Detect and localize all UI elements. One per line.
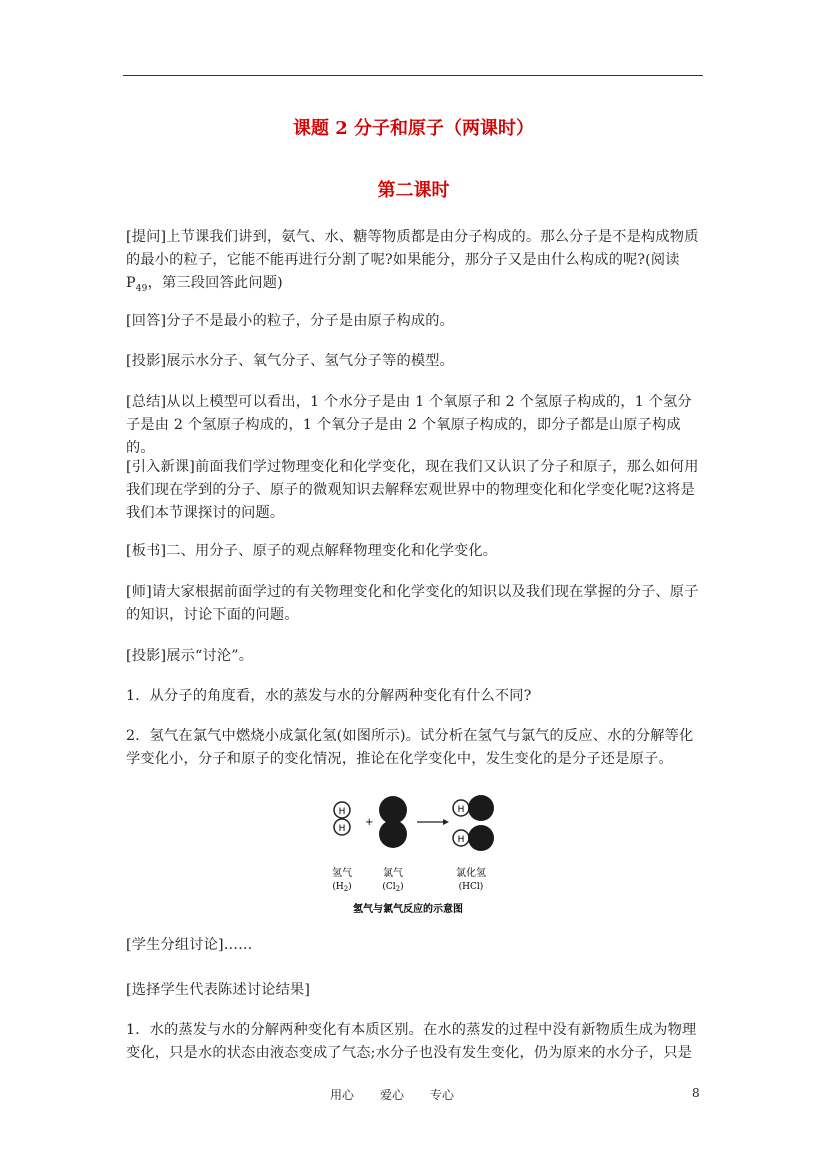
footer-word: 专心 — [430, 1088, 455, 1102]
document-title: 课题 2 分子和原子（两课时） — [292, 118, 535, 139]
reaction-diagram — [325, 790, 505, 920]
paragraph-summary: [总结]从以上模型可以看出，1 个水分子是由 1 个氧原子和 2 个氢原子构成的，1 个氢分子是由 2 个氢原子构成的，1 个氧分子是由 2 个氧原子构成的，即分子都是山原子构成的。 — [126, 394, 692, 456]
paragraph-answer: [回答]分子不是最小的粒子，分子是由原子构成的。 — [126, 313, 454, 329]
footer-word: 用心 — [330, 1088, 355, 1102]
paragraph-representative: [选择学生代表陈述讨论结果] — [126, 982, 311, 998]
paragraph-board: [板书]二、用分子、原子的观点解释物理变化和化学变化。 — [126, 543, 498, 559]
paragraph-new-lesson: [引入新课]前面我们学过物理变化和化学变化，现在我们又认识了分子和原子，那么如何用我们现在学到的分子、原子的微观知识去解释宏观世界中的物理变化和化学变化呢?这将是我们本节课探讨的问题。 — [126, 459, 699, 521]
formula-h2: $(H_2)$ — [332, 882, 352, 893]
page-number: 8 — [692, 1086, 700, 1100]
label-hcl: 氯化氢 — [456, 868, 486, 879]
paragraph-question: [提问]上节课我们讲到，氨气、水、糖等物质都是由分子构成的。那么分子是不是构成物质的最小的粒子，它能不能再进行分割了呢?如果能分，那分子又是由什么构成的呢?(阅读 $P_{49}$，第三段回答此问题) — [126, 229, 699, 294]
h-atom-label: H — [338, 807, 346, 817]
label-cl2: 氯气 — [383, 868, 403, 879]
paragraph-teacher: [师]请大家根据前面学过的有关物理变化和化学变化的知识以及我们现在掌握的分子、原子的知识，讨论下面的问题。 — [126, 584, 699, 623]
h-atom-label: H — [338, 824, 346, 834]
footer-motto — [330, 1086, 480, 1103]
paragraph-group-discussion: [学生分组讨论]…… — [126, 937, 253, 953]
plus-sign: + — [365, 817, 374, 828]
paragraph-projection: [投影]展示水分子、氧气分子、氢气分子等的模型。 — [126, 353, 454, 369]
footer-word: 爱心 — [380, 1088, 405, 1102]
h-atom-label: H — [457, 835, 465, 845]
figure-caption: 氢气与氯气反应的示意图 — [353, 904, 463, 915]
formula-hcl: (HCl) — [458, 882, 484, 892]
formula-cl2: $(Cl_2)$ — [382, 882, 404, 893]
label-h2: 氢气 — [332, 868, 352, 879]
paragraph-discussion: [投影]展示“讨沦”。 — [126, 648, 254, 664]
header-rule — [123, 75, 703, 76]
h-atom-label: H — [457, 805, 465, 815]
document-subtitle: 第二课时 — [377, 180, 450, 201]
paragraph-result-1: 1．水的蒸发与水的分解两种变化有本质区别。在水的蒸发的过程中没有新物质生成为物理变化，只是水的状态由液态变成了气态;水分子也没有发生变化，仍为原来的水分子，只是 — [126, 1022, 697, 1061]
paragraph-question-1: 1．从分子的角度看，水的蒸发与水的分解两种变化有什么不同? — [126, 688, 532, 704]
paragraph-question-2: 2．氢气在氯气中燃烧小成氯化氢(如图所示)。试分析在氢气与氯气的反应、水的分解等化学变化小，分子和原子的变化情况，推论在化学变化中，发生变化的是分子还是原子。 — [126, 728, 694, 767]
